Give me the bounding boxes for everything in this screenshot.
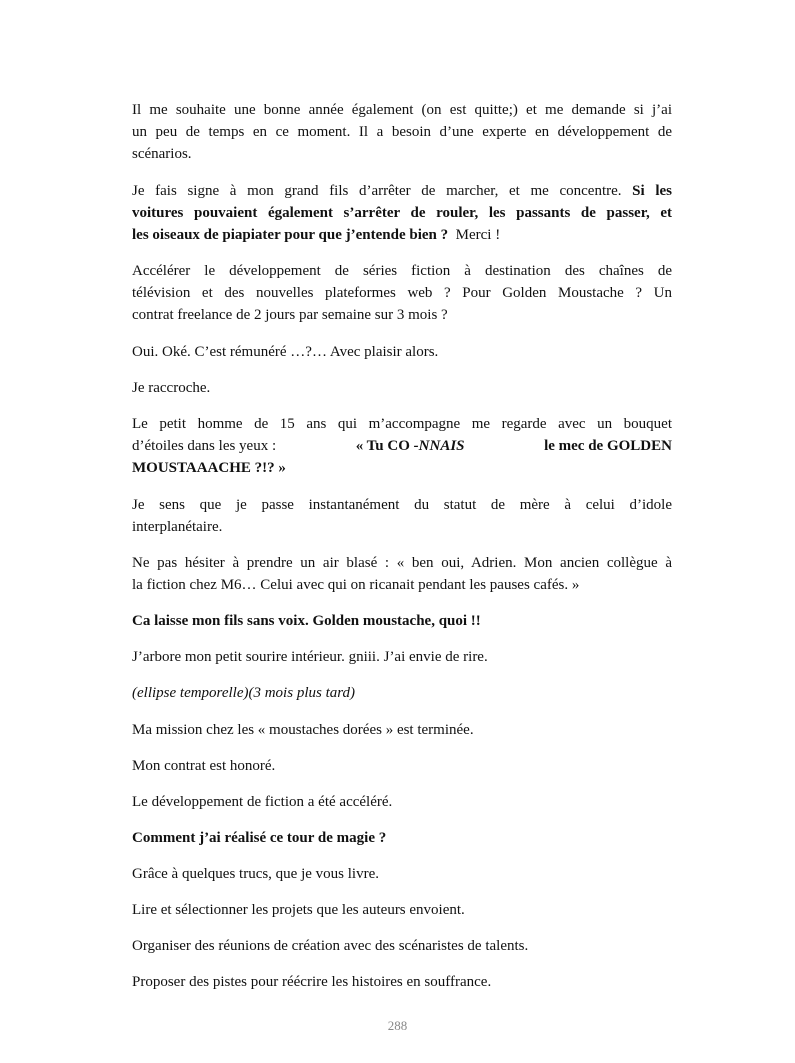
paragraph-read-select: Lire et sélectionner les projets que les auteurs envoient. [132,902,465,918]
bold-text-line: voitures pouvaient également s’arrêter de rouler, les passants de passer, et [132,205,672,221]
paragraph-contract: Mon contrat est honoré. [132,758,276,774]
paragraph-blase [132,552,672,596]
text-line: télévision et des nouvelles plateformes web ? Pour Golden Moustache ? Un [132,285,672,301]
text-line: Il me souhaite une bonne année également (on est quitte;) et me demande si j’ai [132,102,672,118]
paragraph-call-wishes [132,99,672,165]
bold-italic-text: -NNAIS [413,438,465,454]
paragraph-speechless: Ca laisse mon fils sans voix. Golden moustache, quoi !! [132,613,481,629]
paragraph-idol [132,494,672,538]
paragraph-magic-question: Comment j’ai réalisé ce tour de magie ? [132,830,387,846]
text-line: Accélérer le développement de séries fiction à destination des chaînes de [132,263,672,279]
paragraph-offer [132,260,672,326]
paragraph-accelerated: Le développement de fiction a été accéléré. [132,794,393,810]
paragraph-meetings: Organiser des réunions de création avec des scénaristes de talents. [132,938,529,954]
paragraph-hang-up: Je raccroche. [132,380,211,396]
text-line: scénarios. [132,146,192,162]
paragraph-tricks: Grâce à quelques trucs, que je vous livre. [132,866,379,882]
text-line [132,224,672,246]
paragraph-mission-done: Ma mission chez les « moustaches dorées » est terminée. [132,722,474,738]
paragraph-ellipse: (ellipse temporelle)(3 mois plus tard) [132,685,356,701]
plain-text: Merci ! [455,227,501,243]
text-line: interplanétaire. [132,519,223,535]
bold-quote [356,435,465,457]
text-line: Le petit homme de 15 ans qui m’accompagne me regarde avec un bouquet [132,416,672,432]
bold-text: Si les [632,183,672,199]
paragraph-rewrite: Proposer des pistes pour réécrire les histoires en souffrance. [132,974,492,990]
bold-text-line: MOUSTAAACHE ?!? » [132,460,286,476]
text-line: la fiction chez M6… Celui avec qui on ricanait pendant les pauses cafés. » [132,577,580,593]
page-number: 288 [387,1018,408,1033]
paragraph-concentrate [132,180,672,246]
bold-text: le mec de GOLDEN [544,438,672,454]
text-line [132,435,672,457]
text-line: Je sens que je passe instantanément du statut de mère à celui d’idole [132,497,672,513]
plain-text: Je fais signe à mon grand fils d’arrêter de marcher, et me concentre. [132,183,622,199]
text-line: un peu de temps en ce moment. Il a besoin d’une experte en développement de [132,124,672,140]
plain-text: d’étoiles dans les yeux : [132,438,277,454]
bold-text: « Tu CO [355,438,410,454]
paragraph-son-reaction [132,413,672,479]
text-line: Ne pas hésiter à prendre un air blasé : « ben oui, Adrien. Mon ancien collègue à [132,555,672,571]
paragraph-accept: Oui. Oké. C’est rémunéré …?… Avec plaisir alors. [132,344,439,360]
paragraph-smile: J’arbore mon petit sourire intérieur. gniii. J’ai envie de rire. [132,649,488,665]
text-line: contrat freelance de 2 jours par semaine sur 3 mois ? [132,307,448,323]
text-line [132,180,672,202]
bold-text: les oiseaux de piapiater pour que j’entende bien ? [132,227,449,243]
